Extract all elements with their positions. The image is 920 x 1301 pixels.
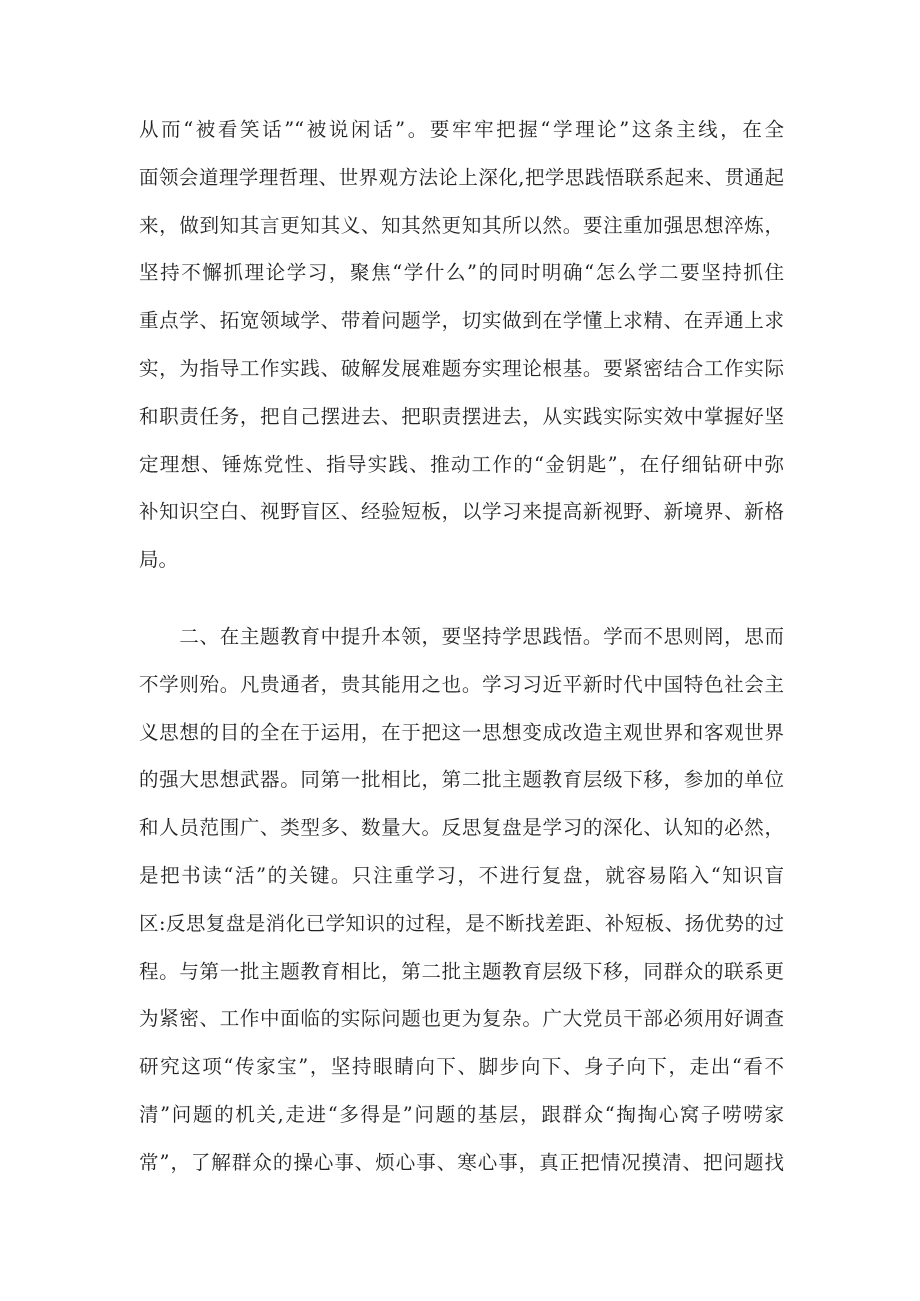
text-line: 的强大思想武器。同第一批相比，第二批主题教育层级下移，参加的单位 [139,768,784,792]
text-line: 从而“被看笑话”“被说闲话”。要牢牢把握“学理论”这条主线，在全 [139,118,784,141]
text-line: 是把书读“活”的关键。只注重学习，不进行复盘，就容易陷入“知识盲 [139,863,784,887]
paragraph-1 [139,118,784,596]
text-line: 清”问题的机关,走进“多得是”问题的基层，跟群众“掏掏心窝子唠唠家 [139,1102,784,1126]
text-line: 常”，了解群众的操心事、烦心事、寒心事，真正把情况摸清、把问题找 [139,1150,784,1174]
text-line: 不学则殆。凡贵通者，贵其能用之也。学习习近平新时代中国特色社会主 [139,672,784,696]
text-line: 区:反思复盘是消化已学知识的过程，是不断找差距、补短板、扬优势的过 [139,911,784,935]
text-line: 坚持不懈抓理论学习，聚焦“学什么”的同时明确“怎么学二要坚持抓住 [139,261,784,285]
text-line: 补知识空白、视野盲区、经验短板，以学习来提高新视野、新境界、新格 [139,500,784,524]
text-line: 来，做到知其言更知其义、知其然更知其所以然。要注重加强思想淬炼， [139,213,784,237]
text-line: 义思想的目的全在于运用，在于把这一思想变成改造主观世界和客观世界 [139,720,784,744]
text-line: 局。 [139,548,179,572]
text-line: 二、在主题教育中提升本领，要坚持学思践悟。学而不思则罔，思而 [139,625,784,648]
text-line: 为紧密、工作中面临的实际问题也更为复杂。广大党员干部必须用好调查 [139,1007,784,1031]
text-line: 和职责任务，把自己摆进去、把职责摆进去，从实践实际实效中掌握好坚 [139,404,784,428]
text-line: 和人员范围广、类型多、数量大。反思复盘是学习的深化、认知的必然， [139,816,784,840]
text-line: 研究这项“传家宝”，坚持眼睛向下、脚步向下、身子向下，走出“看不 [139,1055,784,1079]
text-line: 定理想、锤炼党性、指导实践、推动工作的“金钥匙”，在仔细钻研中弥 [139,452,784,476]
text-line: 面领会道理学理哲理、世界观方法论上深化,把学思践悟联系起来、贯通起 [139,165,784,189]
text-line: 实，为指导工作实践、破解发展难题夯实理论根基。要紧密结合工作实际 [139,356,784,380]
text-line: 程。与第一批主题教育相比，第二批主题教育层级下移，同群众的联系更 [139,959,784,983]
text-line: 重点学、拓宽领域学、带着问题学，切实做到在学懂上求精、在弄通上求 [139,309,784,333]
paragraph-2 [139,625,784,1199]
